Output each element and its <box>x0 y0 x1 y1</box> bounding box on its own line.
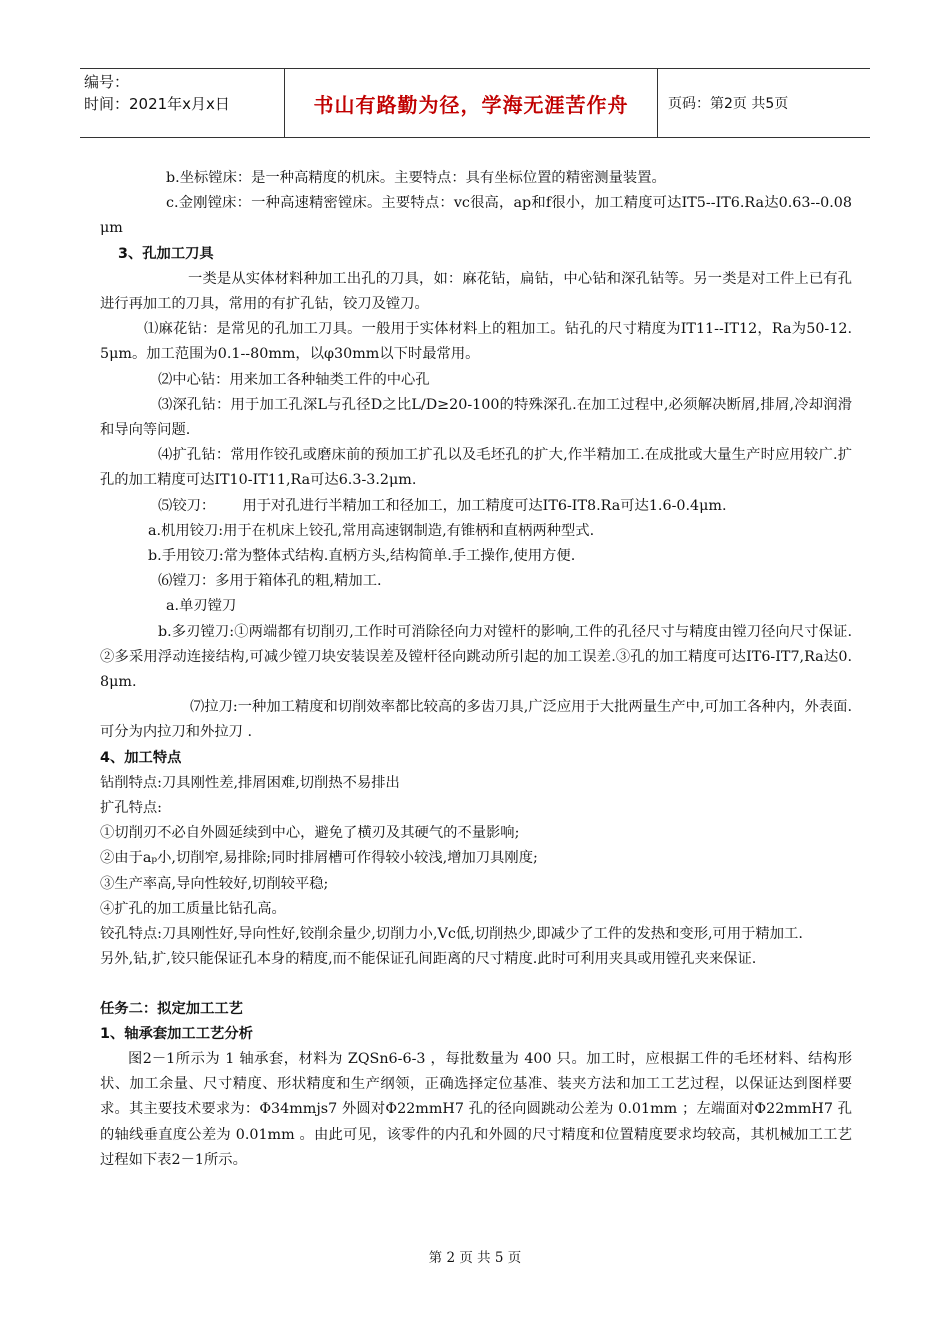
paragraph-drilling-features: 钻削特点:刀具刚性差,排屑困难,切削热不易排出 <box>100 774 400 791</box>
paragraph-boring-tool: ⑹镗刀：多用于箱体孔的粗,精加工. <box>158 573 382 590</box>
time-label: 时间：2021年x月x日 <box>84 95 230 113</box>
document-body <box>100 166 852 1173</box>
task-heading: 任务二：拟定加工工艺 <box>100 1000 243 1017</box>
paragraph-diamond-boring: c.金刚镗床：一种高速精密镗床。主要特点：vc很高，ap和f很小，加工精度可达IT5--IT6.Ra达0.63--0.08μm <box>100 195 852 237</box>
paragraph-coordinate-boring: b.坐标镗床：是一种高精度的机床。主要特点：具有坐标位置的精密测量装置。 <box>166 170 666 186</box>
list-item: ①切削刃不必自外圆延续到中心，避免了横刃及其硬气的不量影响; <box>100 825 520 842</box>
paragraph-broach: ⑺拉刀:一种加工精度和切削效率都比较高的多齿刀具,广泛应用于大批两量生产中,可加工各种内，外表面.可分为内拉刀和外拉刀 . <box>100 699 852 741</box>
paragraph-bearing-analysis: 图2－1所示为 1 轴承套，材料为 ZQSn6-6-3 ，每批数量为 400 只。加工时，应根据工件的毛坯材料、结构形状、加工余量、尺寸精度、形状精度和生产纲领，正确选择定位基准、装夹方法和加工工艺过程，以保证达到图样要求。其主要技术要求为：Φ34mmjs7 外圆对Φ22mmH7 孔的径向圆跳动公差为 0.01mm ；左端面对Φ22mmH7 孔的轴线垂直度公差为 0.01mm 。由此可见，该零件的内孔和外圆的尺寸精度和位置精度要求均较高，其机械加工工艺过程如下表2－1所示。 <box>100 1050 852 1168</box>
paragraph-tool-types: 一类是从实体材料种加工出孔的刀具，如：麻花钻，扁钻，中心钻和深孔钻等。另一类是对工件上已有孔进行再加工的刀具，常用的有扩孔钻，铰刀及镗刀。 <box>100 270 852 313</box>
paragraph-note: 另外,钻,扩,铰只能保证孔本身的精度,而不能保证孔间距离的尺寸精度.此时可利用夹具或用镗孔夹来保证. <box>100 951 757 968</box>
paragraph-hand-reamer: b.手用铰刀:常为整体式结构.直柄方头,结构简单.手工操作,使用方便. <box>148 548 576 565</box>
number-label: 编号： <box>84 73 130 91</box>
paragraph-machine-reamer: a.机用铰刀:用于在机床上铰孔,常用高速钢制造,有锥柄和直柄两种型式. <box>148 522 595 539</box>
paragraph-reamer-features: 铰孔特点:刀具刚性好,导向性好,铰削余量少,切削力小,Vc低,切削热少,即减少了工件的发热和变形,可用于精加工. <box>100 926 803 943</box>
paragraph-reaming-features-title: 扩孔特点: <box>100 800 163 817</box>
section-heading-bearing-analysis: 1、轴承套加工工艺分析 <box>100 1025 253 1042</box>
header-meta <box>80 69 284 137</box>
paragraph-core-drill: ⑷扩孔钻：常用作铰孔或磨床前的预加工扩孔以及毛坯孔的扩大,作半精加工.在成批或大量生产时应用较广.扩孔的加工精度可达IT10-IT11,Ra可达6.3-3.2μm. <box>100 447 852 489</box>
paragraph-twist-drill: ⑴麻花钻：是常见的孔加工刀具。一般用于实体材料上的粗加工。钻孔的尺寸精度为IT11--IT12，Ra为50-12.5μm。加工范围为0.1--80mm，以φ30mm以下时最常用。 <box>100 321 852 363</box>
header-motto: 书山有路勤为径，学海无涯苦作舟 <box>284 69 658 137</box>
list-item: ④扩孔的加工质量比钻孔高。 <box>100 900 286 917</box>
page-footer: 第 2 页 共 5 页 <box>428 1250 522 1266</box>
section-heading-hole-tools: 3、孔加工刀具 <box>118 245 214 262</box>
page-header <box>80 68 870 138</box>
paragraph-reamer: ⑸铰刀： 用于对孔进行半精加工和径加工，加工精度可达IT6-IT8.Ra可达1.6-0.4μm. <box>158 497 727 514</box>
section-heading-features: 4、加工特点 <box>100 749 182 766</box>
header-page-number: 页码：第2页 共5页 <box>668 96 789 112</box>
paragraph-multi-edge-boring: b.多刃镗刀:①两端都有切削刃,工作时可消除径向力对镗杆的影响,工件的孔径尺寸与精度由镗刀径向尺寸保证.②多采用浮动连接结构,可减少镗刀块安装误差及镗杆径向跳动所引起的加工误差.③孔的加工精度可达IT6-IT7,Ra达0.8μm. <box>100 623 852 691</box>
paragraph-single-edge-boring: a.单刃镗刀 <box>166 598 237 615</box>
paragraph-center-drill: ⑵中心钻：用来加工各种轴类工件的中心孔 <box>158 371 430 388</box>
list-item: ②由于aₚ小,切削窄,易排除;同时排屑槽可作得较小较浅,增加刀具刚度; <box>100 850 538 867</box>
paragraph-deep-hole-drill: ⑶深孔钻：用于加工孔深L与孔径D之比L/D≥20-100的特殊深孔.在加工过程中,必须解决断屑,排屑,冷却润滑和导向等问题. <box>100 396 852 439</box>
list-item: ③生产率高,导向性较好,切削较平稳; <box>100 875 329 892</box>
